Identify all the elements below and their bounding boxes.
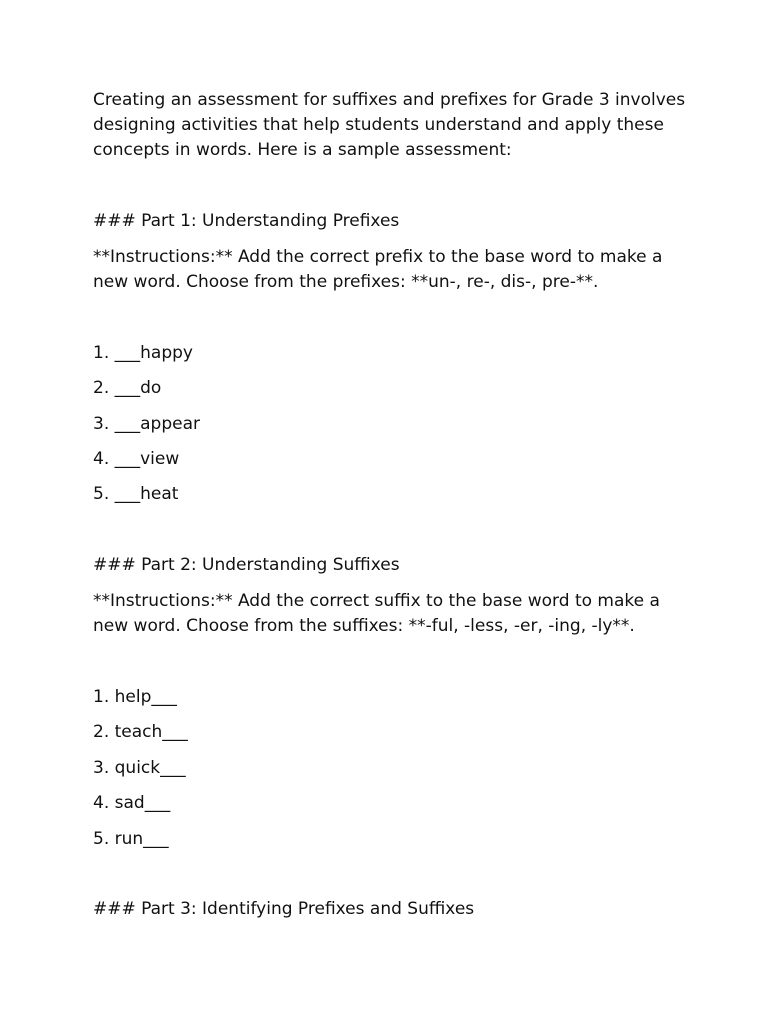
part1-item: 2. ___do	[93, 378, 162, 398]
intro-line-2: designing activities that help students understand and apply these	[93, 115, 664, 135]
part2-instructions-line-2: new word. Choose from the suffixes: **-ful, -less, -er, -ing, -ly**.	[93, 616, 635, 636]
part1-heading: ### Part 1: Understanding Prefixes	[93, 211, 400, 231]
part2-item: 3. quick___	[93, 758, 186, 778]
part1-instructions-line-1: **Instructions:** Add the correct prefix to the base word to make a	[93, 247, 663, 267]
part1-item: 1. ___happy	[93, 343, 193, 363]
intro-line-3: concepts in words. Here is a sample assessment:	[93, 140, 512, 160]
part2-item: 4. sad___	[93, 793, 171, 813]
part2-item: 1. help___	[93, 687, 177, 707]
part1-item: 4. ___view	[93, 449, 180, 469]
part2-instructions-line-1: **Instructions:** Add the correct suffix to the base word to make a	[93, 591, 660, 611]
part2-heading: ### Part 2: Understanding Suffixes	[93, 555, 400, 575]
part3-heading: ### Part 3: Identifying Prefixes and Suffixes	[93, 899, 475, 919]
intro-line-1: Creating an assessment for suffixes and prefixes for Grade 3 involves	[93, 90, 686, 110]
part1-item: 5. ___heat	[93, 484, 179, 504]
part1-item: 3. ___appear	[93, 414, 200, 434]
part2-item: 5. run___	[93, 829, 169, 849]
part2-item: 2. teach___	[93, 722, 188, 742]
part1-instructions-line-2: new word. Choose from the prefixes: **un-, re-, dis-, pre-**.	[93, 272, 599, 292]
